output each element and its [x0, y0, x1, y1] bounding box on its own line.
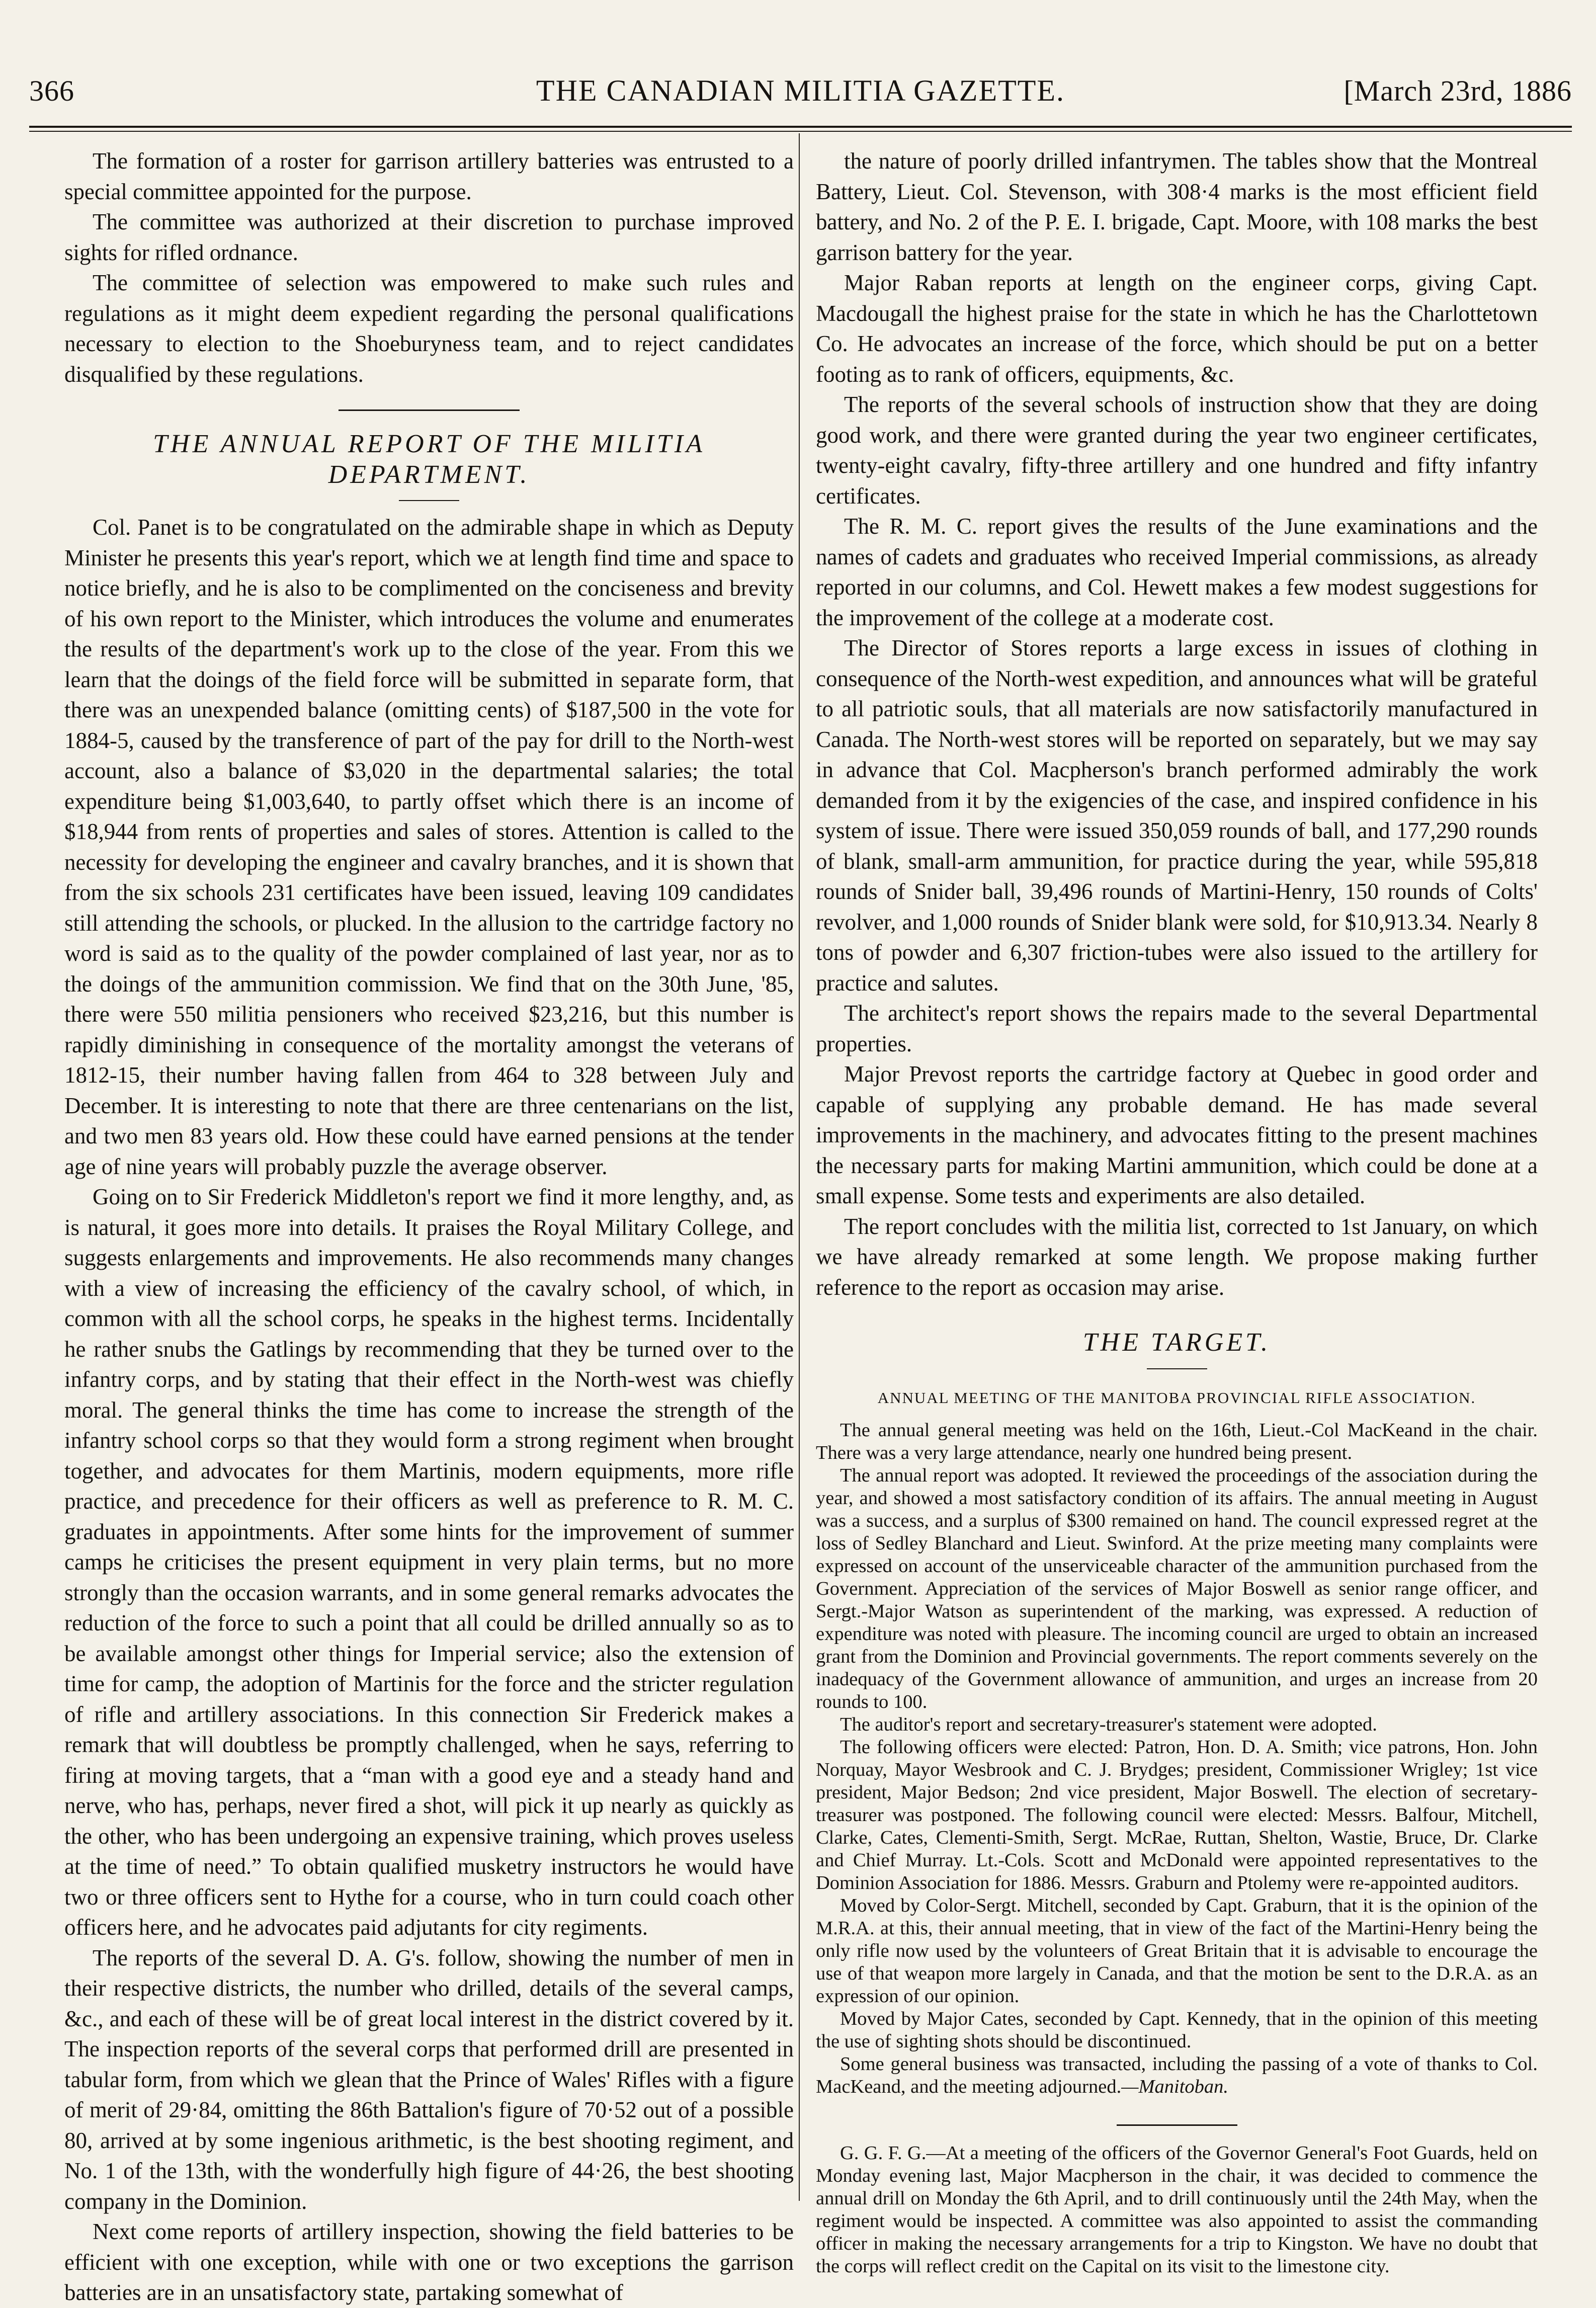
paragraph: The committee of selection was empowered to make such rules and regulations as it might deem expedient regarding the personal qualifications necessary to election to the Shoeburyness team, and to reject candidates disqualified by these regulations. [64, 270, 794, 387]
publication-title: THE CANADIAN MILITIA GAZETTE. [536, 73, 1065, 107]
article-subhead: ANNUAL MEETING OF THE MANITOBA PROVINCIAL RIFLE ASSOCIATION. [877, 1388, 1476, 1407]
paragraph: the nature of poorly drilled infantrymen. The tables show that the Montreal Battery, Lieut. Col. Stevenson, with 308·4 marks is the most efficient field battery, and No. 2 of the P. E. I. brigade, Capt. Moore, with 108 marks the best garrison battery for the year. [816, 148, 1538, 265]
article-title: THE ANNUAL REPORT OF THE MILITIA DEPARTMENT. [153, 430, 705, 489]
paragraph: The architect's report shows the repairs made to the several Departmental properties. [816, 1001, 1538, 1056]
issue-date: [March 23rd, 1886 [1343, 74, 1572, 107]
paragraph: Moved by Color-Sergt. Mitchell, seconded by Capt. Graburn, that it is the opinion of the M.R.A. at this, their annual meeting, that in view of the fact of the Martini-Henry being the only rifle now used by the volunteers of Great Britain that it is advisable to encourage the use of that weapon more largely in Canada, and that the motion be sent to the D.R.A. as an expression of our opinion. [816, 1894, 1538, 2007]
section-rule [339, 409, 520, 411]
section-title-target: THE TARGET. [1082, 1328, 1271, 1357]
paragraph: Moved by Major Cates, seconded by Capt. Kennedy, that in the opinion of this meeting the use of sighting shots should be discontinued. [816, 2008, 1538, 2052]
paragraph: Major Raban reports at length on the engineer corps, giving Capt. Macdougall the highest praise for the state in which he has the Charlottetown Co. He advocates an increase of the force, which should be put on a better footing as to rank of officers, equipments, &c. [816, 270, 1538, 387]
paragraph-text: Some general business was transacted, including the passing of a vote of thanks to Col. MacKeand, and the meeting adjourned. [816, 2053, 1538, 2097]
paragraph: Going on to Sir Frederick Middleton's report we find it more lengthy, and, as is natural, it goes more into details. It praises the Royal Military College, and suggests enlargements and improvements. He also recommends many changes with a view of increasing the efficiency of the cavalry school, of which, in common with all the school corps, he speaks in the highest terms. Incidentally he rather snubs the Gatlings by recommending that they be turned over to the infantry corps, and by stating that their effect in the North-west was chiefly moral. The general thinks the time has come to increase the strength of the infantry school corps so that they would form a strong regiment when brought together, and advocates for them Martinis, modern equipments, more rifle practice, and precedence for their officers as well as preference to R. M. C. graduates in appointments. After some hints for the improvement of summer camps he criticises the present equipment in very plain terms, but no more strongly than the occasion warrants, and in some general remarks advocates the reduction of the force to such a point that all could be drilled annually so as to be available amongst other things for Imperial service; also the extension of time for camp, the adoption of Martinis for the force and the stricter regulation of rifle and artillery associations. In this connection Sir Frederick makes a remark that will doubtless be promptly challenged, when he says, referring to firing at moving targets, that a “man with a good eye and a steady hand and nerve, who has, perhaps, never fired a shot, will pick it up nearly as quickly as the other, who has been undergoing an expensive training, which proves useless at the time of need.” To obtain qualified musketry instructors he would have two or three officers sent to Hythe for a course, who in turn could coach other officers here, and he advocates paid adjutants for city regiments. [64, 1184, 794, 1940]
paragraph: Col. Panet is to be congratulated on the admirable shape in which as Deputy Minister he presents this year's report, which we at length find time and space to notice briefly, and he is also to be complimented on the conciseness and brevity of his own report to the Minister, which introduces the volume and enumerates the results of the department's work up to the close of the year. From this we learn that the doings of the field force will be submitted in separate form, that there was an unexpended balance (omitting cents) of $187,500 in the vote for 1884-5, caused by the transference of part of the pay for drill to the North-west account, also a balance of $3,020 in the departmental salaries; the total expenditure being $1,003,640, to partly offset which there is an income of $18,944 from rents of properties and sales of stores. Attention is called to the necessity for developing the engineer and cavalry branches, and it is shown that from the six schools 231 certificates have been issued, leaving 109 candidates still attending the schools, or plucked. In the allusion to the cartridge factory no word is said as to the quality of the powder complained of last year, nor as to the doings of the ammunition commission. We find that on the 30th June, '85, there were 550 militia pensioners who received $23,216, but this number is rapidly diminishing in consequence of the mortality amongst the veterans of 1812-15, their number having fallen from 464 to 328 between July and December. It is interesting to note that there are three centenarians on the list, and two men 83 years old. How these could have earned pensions at the tender age of nine years will probably puzzle the average observer. [64, 515, 794, 1179]
column-divider [799, 133, 800, 2201]
title-rule [1147, 1368, 1207, 1369]
right-column [816, 146, 1538, 2278]
paragraph: The auditor's report and secretary-treasurer's statement were adopted. [840, 1713, 1377, 1735]
paragraph: The Director of Stores reports a large excess in issues of clothing in consequence of the North-west expedition, and announces what will be grateful to all patriotic souls, that all materials are now satisfactorily manufactured in Canada. The North-west stores will be reported on separately, but we may say in advance that Col. Macpherson's branch performed admirably the work demanded from it by the exigencies of the case, and inspired confidence in his system of issue. There were issued 350,059 rounds of ball, and 177,290 rounds of blank, small-arm ammunition, for practice during the year, while 595,818 rounds of Snider ball, 39,496 rounds of Martini-Henry, 150 rounds of Colts' revolver, and 1,000 rounds of Snider blank were sold, for $10,913.34. Nearly 8 tons of powder and 6,307 friction-tubes were also issued to the artillery for practice and salutes. [816, 635, 1538, 996]
paragraph: The reports of the several D. A. G's. follow, showing the number of men in their respective districts, the number who drilled, details of the several camps, &c., and each of these will be of great local interest in the district covered by it. The inspection reports of the several corps that performed drill are presented in tabular form, from which we glean that the Prince of Wales' Rifles with a figure of merit of 29·84, omitting the 86th Battalion's figure of 70·52 out of a possible 80, arrived at by some ingenious arithmetic, is the best shooting regiment, and No. 1 of the 13th, with the wonderfully high figure of 44·26, the best shooting company in the Dominion. [64, 1945, 794, 2214]
paragraph: Major Prevost reports the cartridge factory at Quebec in good order and capable of supplying any probable demand. He has made several improvements in the machinery, and advocates fitting to the present machines the necessary parts for making Martini ammunition, which could be done at a small expense. Some tests and experiments are also detailed. [816, 1061, 1538, 1208]
paragraph: The R. M. C. report gives the results of the June examinations and the names of cadets and graduates who received Imperial commissions, as already reported in our columns, and Col. Hewett makes a few modest suggestions for the improvement of the college at a moderate cost. [816, 514, 1538, 630]
title-rule [399, 500, 459, 501]
paragraph: G. G. F. G.—At a meeting of the officers of the Governor General's Foot Guards, held on Monday evening last, Major Macpherson in the chair, it was decided to commence the annual drill on Monday the 6th April, and to drill continuously until the 24th May, when the regiment would be inspected. A committee was also appointed to assist the commanding officer in making the necessary arrangements for a trip to Kingston. We have no doubt that the corps will reflect credit on the Capital on its visit to the limestone city. [816, 2142, 1538, 2277]
header-rule [29, 126, 1572, 132]
paragraph: The following officers were elected: Patron, Hon. D. A. Smith; vice patrons, Hon. John Norquay, Mayor Wesbrook and C. J. Brydges; president, Commissioner Wrigley; 1st vice president, Major Bedson; 2nd vice president, Major Boswell. The election of secretary-treasurer was postponed. The following council were elected: Messrs. Balfour, Mitchell, Clarke, Cates, Clementi-Smith, Sergt. McRae, Ruttan, Shelton, Wastie, Bruce, Dr. Clarke and Chief Murray. Lt.-Cols. Scott and McDonald were appointed representatives to the Dominion Association for 1886. Messrs. Graburn and Ptolemy were re-appointed auditors. [816, 1736, 1538, 1893]
target-article [816, 1386, 1538, 2278]
page-number: 366 [29, 74, 74, 107]
section-rule [1117, 2124, 1237, 2126]
masthead [29, 65, 1572, 116]
left-column [64, 146, 794, 2308]
paragraph: The committee was authorized at their discretion to purchase improved sights for rifled ordnance. [64, 209, 794, 265]
paragraph: The annual report was adopted. It reviewed the proceedings of the association during the year, and showed a most satisfactory condition of its affairs. The annual meeting in August was a success, and a surplus of $300 remained on hand. The council expressed regret at the loss of Sedley Blanchard and Lieut. Swinford. At the prize meeting many complaints were expressed on account of the unserviceable character of the ammunition purchased from the Government. Appreciation of the services of Major Boswell as senior range officer, and Sergt.-Major Watson as superintendent of the marking, was expressed. A reduction of expenditure was noted with pleasure. The incoming council are urged to obtain an increased grant from the Dominion and Provincial governments. The report comments severely on the inadequacy of the Government allowance of ammunition, and urges an increase from 20 rounds to 100. [816, 1464, 1538, 1712]
paragraph: The reports of the several schools of instruction show that they are doing good work, and there were granted during the year two engineer certificates, twenty-eight cavalry, fifty-three artillery and one hundred and fifty infantry certificates. [816, 392, 1538, 509]
paragraph: The formation of a roster for garrison artillery batteries was entrusted to a special committee appointed for the purpose. [64, 148, 794, 204]
paragraph: Next come reports of artillery inspection, showing the field batteries to be efficient with one exception, while with one or two exceptions the garrison batteries are in an unsatisfactory state, partaking somewhat of [64, 2219, 794, 2305]
paragraph [816, 2053, 1538, 2098]
paragraph: The annual general meeting was held on the 16th, Lieut.-Col MacKeand in the chair. There was a very large attendance, nearly one hundred being present. [816, 1419, 1538, 1463]
paragraph: The report concludes with the militia list, corrected to 1st January, on which we have already remarked at some length. We propose making further reference to the report as occasion may arise. [816, 1213, 1538, 1300]
source-credit: —Manitoban. [1121, 2076, 1229, 2097]
